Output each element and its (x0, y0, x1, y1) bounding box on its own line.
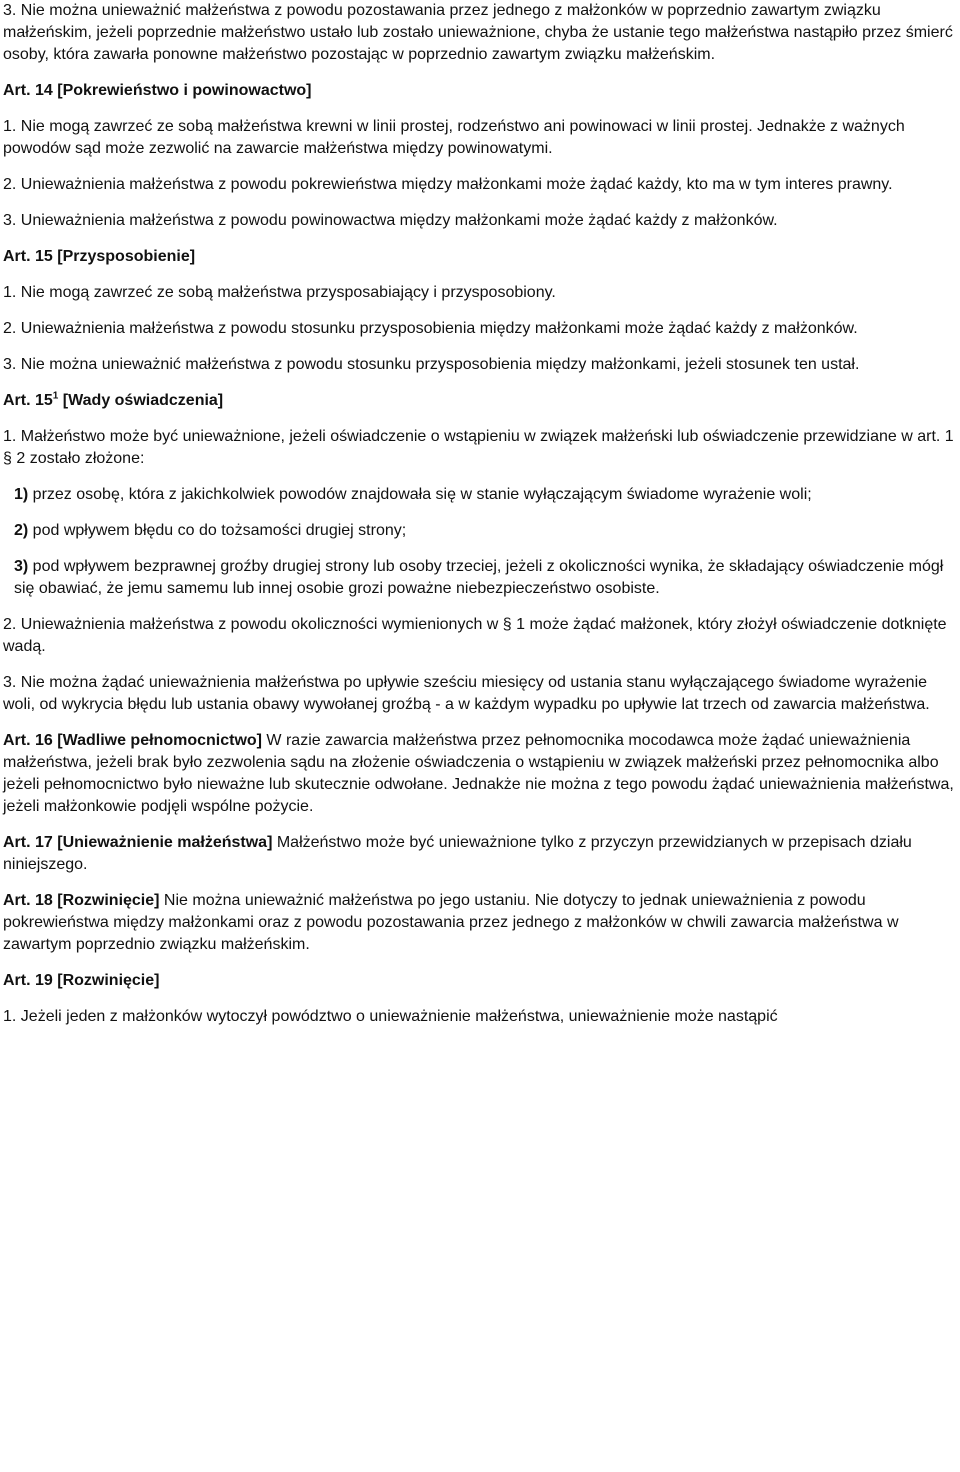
article-18 (3, 890, 957, 956)
article-15-1-heading (3, 390, 957, 412)
article-15-1-paragraph-3: 3. Nie można żądać unieważnienia małżeństwa po upływie sześciu miesięcy od ustania stanu wyłączającego świadome wyrażenie woli, od wykrycia błędu lub ustania obawy wywołanej groźbą - a w każdym wypadku po upływie lat trzech od zawarcia małżeństwa. (3, 674, 930, 713)
article-19-heading: Art. 19 [Rozwinięcie] (3, 972, 160, 989)
article-17-text: Małżeństwo może być unieważnione tylko z przyczyn przewidzianych w przepisach działu niniejszego. (3, 834, 912, 873)
article-15-1-paragraph-2: 2. Unieważnienia małżeństwa z powodu okoliczności wymienionych w § 1 może żądać małżonek, który złożył oświadczenie dotknięte wadą. (3, 616, 947, 655)
article-15-paragraph-3: 3. Nie można unieważnić małżeństwa z powodu stosunku przysposobienia między małżonkami, jeżeli stosunek ten ustał. (3, 356, 860, 373)
article-15-heading: Art. 15 [Przysposobienie] (3, 248, 196, 265)
list-item-2 (14, 520, 957, 542)
article-15-paragraph-2: 2. Unieważnienia małżeństwa z powodu stosunku przysposobienia między małżonkami może żądać każdy z małżonków. (3, 320, 858, 337)
article-14-heading: Art. 14 [Pokrewieństwo i powinowactwo] (3, 82, 312, 99)
list-item-3-text: pod wpływem bezprawnej groźby drugiej strony lub osoby trzeciej, jeżeli z okoliczności wynika, że składający oświadczenie mógł się obawiać, że jemu samemu lub innej osobie grozi poważne niebezpieczeństwo osobiste. (14, 558, 944, 597)
list-item-1-text: przez osobę, która z jakichkolwiek powodów znajdowała się w stanie wyłączającym świadome wyrażenie woli; (28, 486, 812, 503)
list-item-1 (14, 484, 957, 506)
article-17 (3, 832, 957, 876)
article-16-text: W razie zawarcia małżeństwa przez pełnomocnika mocodawca może żądać unieważnienia małżeństwa, jeżeli brak było zezwolenia sądu na złożenie oświadczenia o wstąpieniu w związek małżeński przez pełnomocnika albo jeżeli pełnomocnictwo było nieważne lub skutecznie odwołane. Jednakże nie można z tego powodu żądać unieważnienia małżeństwa, jeżeli małżonkowie podjęli wspólne pożycie. (3, 732, 954, 815)
article-14-paragraph-1: 1. Nie mogą zawrzeć ze sobą małżeństwa krewni w linii prostej, rodzeństwo ani powinowaci w linii prostej. Jednakże z ważnych powodów sąd może zezwolić na zawarcie małżeństwa między powinowatymi. (3, 118, 905, 157)
article-17-heading: Art. 17 [Unieważnienie małżeństwa] (3, 834, 273, 851)
list-item-3 (14, 556, 957, 600)
article-18-heading: Art. 18 [Rozwinięcie] (3, 892, 160, 909)
paragraph-intro: 3. Nie można unieważnić małżeństwa z powodu pozostawania przez jednego z małżonków w poprzednio zawartym związku małżeńskim, jeżeli poprzednie małżeństwo ustało lub zostało unieważnione, chyba że ustanie tego małżeństwa nastąpiło przez śmierć osoby, która zawarła ponowne małżeństwo pozostając w poprzednio zawartym związku małżeńskim. (3, 2, 953, 63)
article-14-paragraph-3: 3. Unieważnienia małżeństwa z powodu powinowactwa między małżonkami może żądać każdy z małżonków. (3, 212, 778, 229)
article-15-1-heading-main: Art. 15 (3, 392, 53, 409)
article-16-heading: Art. 16 [Wadliwe pełnomocnictwo] (3, 732, 262, 749)
article-15-1-paragraph-1: 1. Małżeństwo może być unieważnione, jeżeli oświadczenie o wstąpieniu w związek małżeński lub oświadczenie przewidziane w art. 1 § 2 zostało złożone: (3, 428, 954, 467)
list-item-3-marker: 3) (14, 558, 29, 575)
article-15-1-heading-title: [Wady oświadczenia] (58, 392, 224, 409)
article-16 (3, 730, 957, 818)
list-item-2-text: pod wpływem błędu co do tożsamości drugiej strony; (28, 522, 407, 539)
list-item-2-marker: 2) (14, 522, 29, 539)
article-18-text: Nie można unieważnić małżeństwa po jego ustaniu. Nie dotyczy to jednak unieważnienia z powodu pokrewieństwa między małżonkami oraz z powodu pozostawania przez jednego z małżonków w chwili zawarcia małżeństwa w zawartym poprzednio związku małżeńskim. (3, 892, 899, 953)
article-19-paragraph-1: 1. Jeżeli jeden z małżonków wytoczył powództwo o unieważnienie małżeństwa, unieważnienie może nastąpić (3, 1008, 778, 1025)
article-15-1-superscript: 1 (52, 390, 59, 402)
article-14-paragraph-2: 2. Unieważnienia małżeństwa z powodu pokrewieństwa między małżonkami może żądać każdy, kto ma w tym interes prawny. (3, 176, 893, 193)
list-item-1-marker: 1) (14, 486, 29, 503)
article-15-paragraph-1: 1. Nie mogą zawrzeć ze sobą małżeństwa przysposabiający i przysposobiony. (3, 284, 556, 301)
